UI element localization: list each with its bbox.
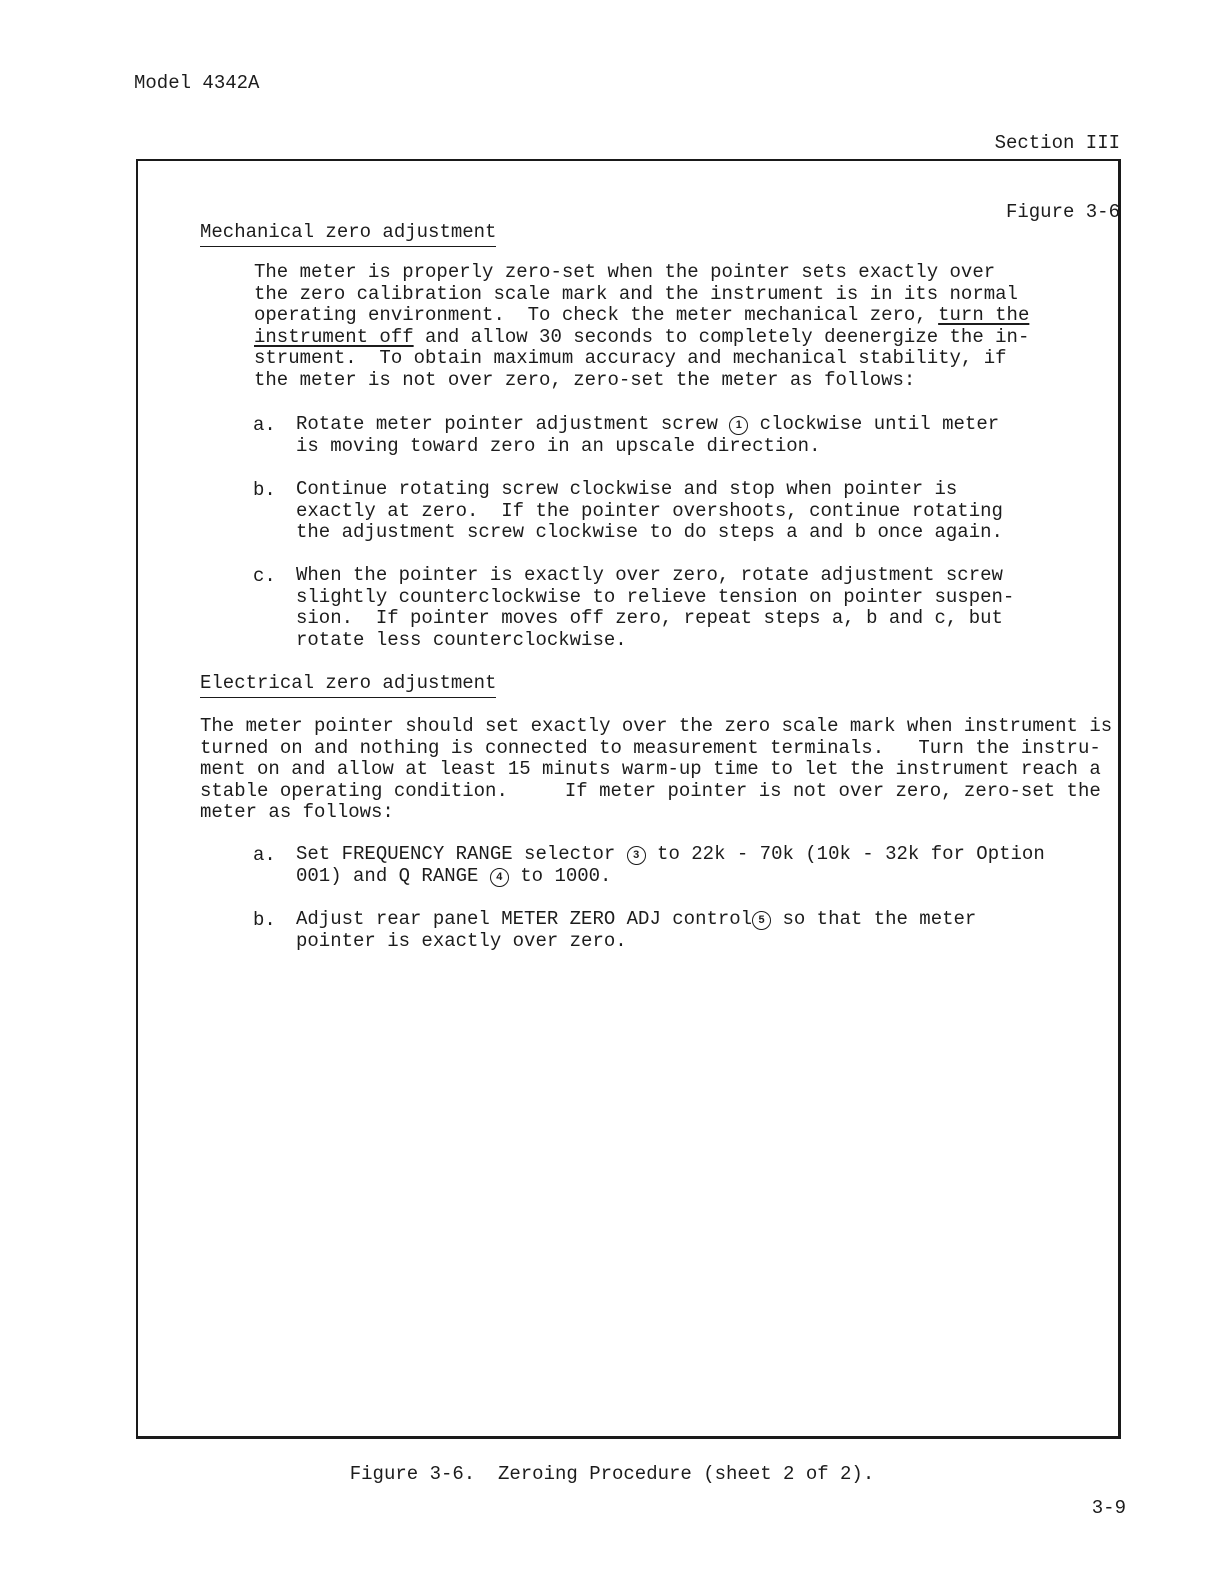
line: meter as follows: [200,801,394,824]
line: The meter is properly zero-set when the pointer sets exactly over [254,261,996,283]
line: operating environment. To check the meter mechanical zero, [254,304,939,327]
model-label: Model 4342A [134,72,260,94]
line: Rotate meter pointer adjustment screw [296,413,730,435]
line: turned on and nothing is connected to measurement terminals. Turn the instru- [200,736,1101,759]
mechanical-heading: Mechanical zero adjustment [200,221,496,247]
line: to 1000. [508,864,612,887]
figure-ref-text: Figure 3-6 [1005,201,1120,223]
line: the meter is not over zero, zero-set the meter as follows: [254,368,916,391]
underlined-text: turn the [938,304,1030,327]
electrical-heading: Electrical zero adjustment [200,672,496,698]
line: 001) and Q RANGE [296,864,490,887]
underlined-text: instrument off [254,325,414,348]
mechanical-step-b [296,479,1003,544]
mechanical-intro [254,262,1029,392]
line: Set FREQUENCY RANGE selector [296,843,627,865]
line: The meter pointer should set exactly over the zero scale mark when instrument is [200,715,1113,737]
step-letter: c. [253,565,276,587]
callout-circle-icon: 3 [627,846,646,865]
electrical-step-a [296,844,1045,887]
page-number: 3-9 [1091,1497,1126,1519]
line: so that the meter [771,908,977,930]
section-text: Section III [994,132,1120,154]
step-letter: a. [253,844,276,866]
line: is moving toward zero in an upscale direction. [296,434,821,457]
line: ment on and allow at least 15 minuts warm-up time to let the instrument reach a [200,758,1101,781]
line: to 22k - 70k (10k - 32k for Option [645,843,1045,865]
line: the adjustment screw clockwise to do steps a and b once again. [296,521,1003,544]
callout-circle-icon: 4 [490,868,509,887]
line: When the pointer is exactly over zero, rotate adjustment screw [296,564,1003,586]
line: exactly at zero. If the pointer overshoots, continue rotating [296,499,1003,522]
mechanical-step-c [296,565,1014,651]
callout-circle-icon: 1 [729,416,748,435]
line: Adjust rear panel METER ZERO ADJ control [296,908,753,930]
step-letter: b. [253,909,276,931]
electrical-step-b [296,909,976,952]
electrical-intro [200,716,1112,824]
step-letter: b. [253,479,276,501]
line: rotate less counterclockwise. [296,628,627,651]
line: clockwise until meter [748,413,1000,435]
line: strument. To obtain maximum accuracy and mechanical stability, if [254,347,1007,370]
line: Continue rotating screw clockwise and stop when pointer is [296,478,958,500]
line: slightly counterclockwise to relieve tension on pointer suspen- [296,585,1015,608]
line: and allow 30 seconds to completely deenergize the in- [413,325,1030,348]
callout-circle-icon: 5 [752,911,771,930]
mechanical-step-a [296,414,999,457]
line: the zero calibration scale mark and the instrument is in its normal [254,282,1018,305]
step-letter: a. [253,414,276,436]
figure-caption: Figure 3-6. Zeroing Procedure (sheet 2 of 2). [349,1463,875,1485]
line: pointer is exactly over zero. [296,929,627,952]
line: sion. If pointer moves off zero, repeat steps a, b and c, but [296,607,1003,630]
line: stable operating condition. If meter pointer is not over zero, zero-set the [200,779,1101,802]
